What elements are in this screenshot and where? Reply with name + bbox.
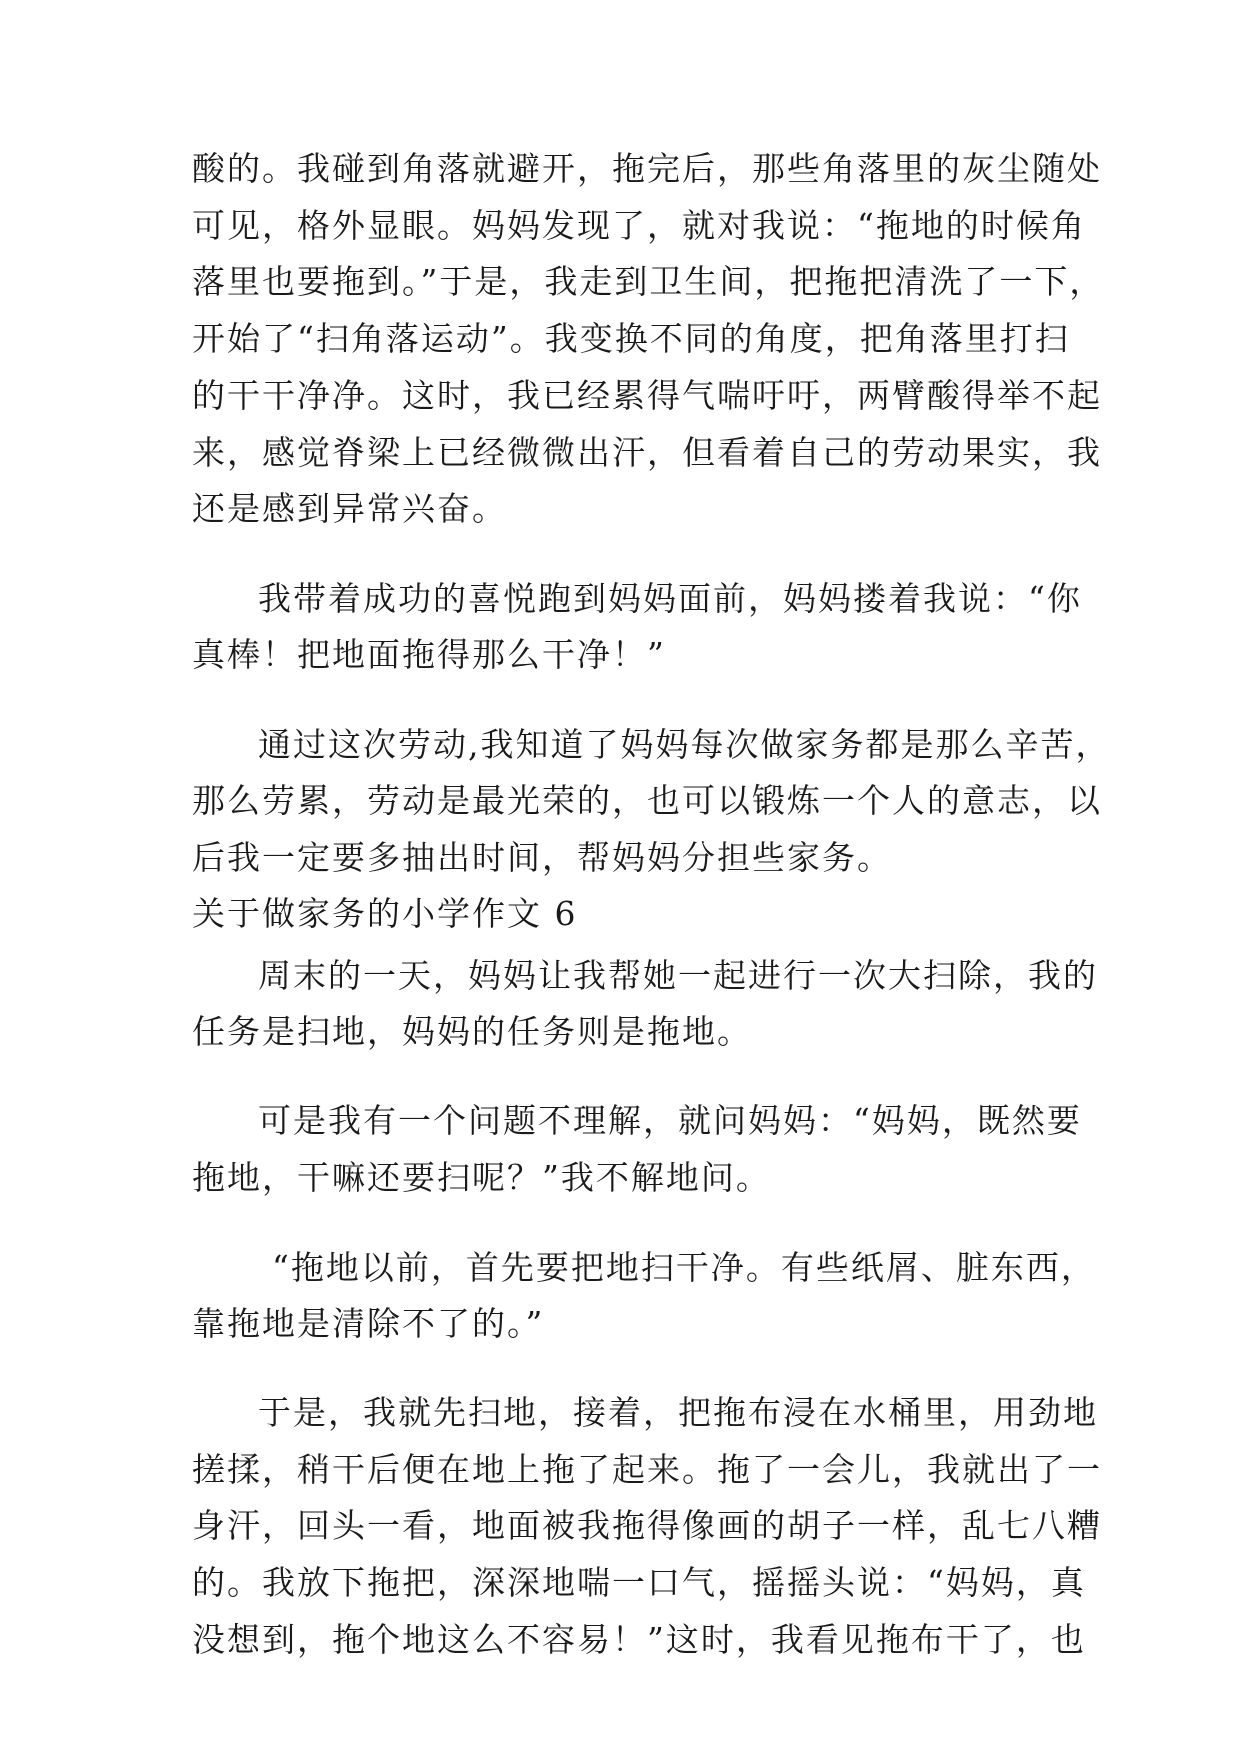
text-line: 可是我有一个问题不理解，就问妈妈：“妈妈，既然要 bbox=[258, 1101, 1082, 1140]
text-line: 的干干净净。这时，我已经累得气喘吁吁，两臂酸得举不起 bbox=[192, 376, 1102, 415]
text-line: 周末的一天，妈妈让我帮她一起进行一次大扫除，我的 bbox=[258, 956, 1098, 995]
text-line: 搓揉，稍干后便在地上拖了起来。拖了一会儿，我就出了一 bbox=[192, 1450, 1102, 1489]
text-line: “拖地以前，首先要把地扫干净。有些纸屑、脏东西， bbox=[272, 1248, 1096, 1287]
text-line: 开始了“扫角落运动”。我变换不同的角度，把角落里打扫 bbox=[192, 319, 1070, 358]
text-line: 于是，我就先扫地，接着，把拖布浸在水桶里，用劲地 bbox=[258, 1393, 1098, 1432]
text-line: 还是感到异常兴奋。 bbox=[192, 489, 507, 528]
text-line: 的。我放下拖把，深深地喘一口气，摇摇头说：“妈妈，真 bbox=[192, 1563, 1086, 1602]
section-heading: 关于做家务的小学作文 6 bbox=[192, 894, 578, 933]
text-line: 身汗，回头一看，地面被我拖得像画的胡子一样，乱七八糟 bbox=[192, 1506, 1102, 1545]
text-line: 我带着成功的喜悦跑到妈妈面前，妈妈搂着我说：“你 bbox=[258, 579, 1082, 618]
text-line: 拖地，干嘛还要扫呢？”我不解地问。 bbox=[192, 1158, 771, 1197]
text-line: 没想到，拖个地这么不容易！”这时，我看见拖布干了，也 bbox=[192, 1620, 1086, 1659]
text-line: 落里也要拖到。”于是，我走到卫生间，把拖把清洗了一下， bbox=[192, 262, 1105, 301]
text-line: 后我一定要多抽出时间，帮妈妈分担些家务。 bbox=[192, 838, 892, 877]
text-line: 通过这次劳动,我知道了妈妈每次做家务都是那么辛苦， bbox=[258, 725, 1111, 764]
text-line: 来，感觉脊梁上已经微微出汗，但看着自己的劳动果实，我 bbox=[192, 433, 1102, 472]
text-line: 可见，格外显眼。妈妈发现了，就对我说：“拖地的时候角 bbox=[192, 206, 1086, 245]
text-line: 酸的。我碰到角落就避开，拖完后，那些角落里的灰尘随处 bbox=[192, 149, 1102, 188]
text-line: 那么劳累，劳动是最光荣的，也可以锻炼一个人的意志，以 bbox=[192, 781, 1102, 820]
text-line: 任务是扫地，妈妈的任务则是拖地。 bbox=[192, 1012, 752, 1051]
text-line: 真棒！把地面拖得那么干净！” bbox=[192, 635, 666, 674]
text-line: 靠拖地是清除不了的。” bbox=[192, 1304, 545, 1343]
